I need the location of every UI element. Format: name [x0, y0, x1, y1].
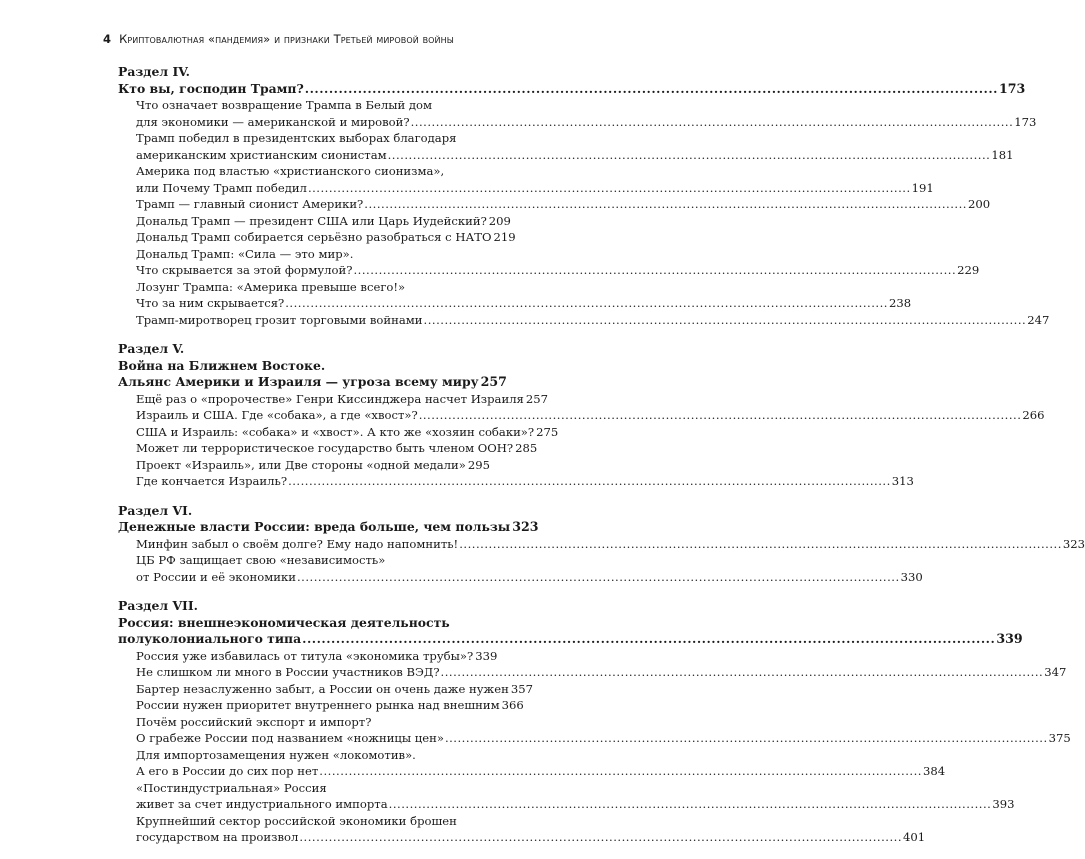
entry-line [136, 697, 490, 714]
entry-line [136, 536, 490, 553]
entry-line-text: О грабеже России под названием «ножницы цен» [136, 730, 444, 747]
toc-entry[interactable] [118, 552, 490, 585]
page-ref: 191 [912, 180, 934, 197]
page-ref: 229 [957, 262, 979, 279]
toc-entry[interactable] [118, 424, 490, 441]
entry-line-text: Израиль и США. Где «собака», а где «хвост»? [136, 407, 418, 424]
entry-line-text: Может ли террористическое государство быть членом ООН? [136, 440, 513, 457]
entry-line-text: Проект «Израиль», или Две стороны «одной медали» [136, 457, 466, 474]
page-ref: 401 [903, 829, 925, 846]
page-ref: 375 [1049, 730, 1071, 747]
page-ref: 266 [1022, 407, 1044, 424]
page-ref: 181 [991, 147, 1013, 164]
entry-line [136, 796, 490, 813]
entry-line: Дональд Трамп: «Сила — это мир». [136, 246, 490, 263]
toc-entry[interactable] [118, 714, 490, 747]
toc-entry[interactable] [118, 163, 490, 196]
entry-line-text: американским христианским сионистам [136, 147, 387, 164]
page-ref: 173 [999, 81, 1025, 98]
section-label: Раздел IV. [118, 64, 490, 81]
entry-line [136, 180, 490, 197]
page-ref: 384 [923, 763, 945, 780]
dot-leader [302, 631, 995, 648]
entry-line: ЦБ РФ защищает свою «независимость» [136, 552, 490, 569]
table-of-contents [118, 64, 490, 859]
entry-line-text: А его в России до сих пор нет [136, 763, 318, 780]
page-ref: 238 [889, 295, 911, 312]
toc-entry[interactable] [118, 97, 490, 130]
entry-line-text: Россия уже избавилась от титула «экономика трубы»? [136, 648, 473, 665]
page-ref: 347 [1044, 664, 1066, 681]
page-ref: 313 [892, 473, 914, 490]
dot-leader [459, 536, 1062, 553]
entry-line [136, 473, 490, 490]
toc-entry[interactable] [118, 246, 490, 279]
entry-line [136, 391, 490, 408]
entry-line [136, 114, 490, 131]
section-title [118, 519, 490, 536]
page-ref: 200 [968, 196, 990, 213]
dot-leader [445, 730, 1048, 747]
dot-leader [419, 407, 1022, 424]
toc-section [118, 341, 490, 490]
toc-entry[interactable] [118, 747, 490, 780]
section-title-text: полуколониального типа [118, 631, 301, 648]
dot-leader [364, 196, 967, 213]
toc-entry[interactable] [118, 440, 490, 457]
page-ref: 330 [901, 569, 923, 586]
entry-line [136, 407, 490, 424]
page-ref: 219 [493, 229, 515, 246]
entry-line-text: для экономики — американской и мировой? [136, 114, 410, 131]
entry-line-text: Ещё раз о «пророчестве» Генри Киссинджера насчет Израиля [136, 391, 524, 408]
page-ref: 257 [526, 391, 548, 408]
entry-line: Для импортозамещения нужен «локомотив». [136, 747, 490, 764]
page-ref: 247 [1027, 312, 1049, 329]
dot-leader [353, 262, 956, 279]
page-ref: 257 [481, 374, 507, 391]
page-ref: 393 [992, 796, 1014, 813]
entry-line: Почём российский экспорт и импорт? [136, 714, 490, 731]
entry-line-text: Дональд Трамп — президент США или Царь Иудейский? [136, 213, 487, 230]
entry-line: «Постиндустриальная» Россия [136, 780, 490, 797]
entry-line [136, 457, 490, 474]
toc-entry[interactable] [118, 813, 490, 846]
dot-leader [388, 147, 991, 164]
toc-entry[interactable] [118, 697, 490, 714]
entry-line-text: Что скрывается за этой формулой? [136, 262, 352, 279]
entry-line-text: Что за ним скрывается? [136, 295, 284, 312]
section-title [118, 81, 490, 98]
entry-line [136, 312, 490, 329]
dot-leader [299, 829, 902, 846]
section-title [118, 631, 490, 648]
entry-line: Америка под властью «христианского сионизма», [136, 163, 490, 180]
page-ref: 295 [468, 457, 490, 474]
dot-leader [297, 569, 900, 586]
entry-line [136, 440, 490, 457]
entry-line [136, 229, 490, 246]
toc-entry[interactable] [118, 213, 490, 230]
section-title-text: Альянс Америки и Израиля — угроза всему миру [118, 374, 479, 391]
dot-leader [285, 295, 888, 312]
section-label: Раздел VI. [118, 503, 490, 520]
entry-line-text: Трамп-миротворец грозит торговыми войнами [136, 312, 423, 329]
toc-entry[interactable] [118, 229, 490, 246]
page-ref: 323 [512, 519, 538, 536]
page-ref: 339 [475, 648, 497, 665]
dot-leader [305, 81, 998, 98]
page-number: 4 [103, 32, 111, 46]
entry-line [136, 681, 490, 698]
section-title-text: Денежные власти России: вреда больше, чем пользы [118, 519, 510, 536]
toc-entry[interactable] [118, 780, 490, 813]
toc-entry[interactable] [118, 473, 490, 490]
dot-leader [441, 664, 1044, 681]
page-ref: 209 [489, 213, 511, 230]
toc-entry[interactable] [118, 681, 490, 698]
dot-leader [288, 473, 891, 490]
section-title: Война на Ближнем Востоке. [118, 358, 490, 375]
page-ref: 366 [502, 697, 524, 714]
entry-line [136, 262, 490, 279]
entry-line: Крупнейший сектор российской экономики брошен [136, 813, 490, 830]
section-label: Раздел VII. [118, 598, 490, 615]
toc-entry[interactable] [118, 457, 490, 474]
toc-entry[interactable] [118, 130, 490, 163]
entry-line: Что означает возвращение Трампа в Белый дом [136, 97, 490, 114]
section-title [118, 374, 490, 391]
toc-entry[interactable] [118, 648, 490, 665]
toc-entry[interactable] [118, 196, 490, 213]
entry-line-text: России нужен приоритет внутреннего рынка над внешним [136, 697, 500, 714]
entry-line: Лозунг Трампа: «Америка превыше всего!» [136, 279, 490, 296]
entry-line [136, 730, 490, 747]
entry-line-text: Не слишком ли много в России участников ВЭД? [136, 664, 440, 681]
entry-line-text: или Почему Трамп победил [136, 180, 307, 197]
dot-leader [308, 180, 911, 197]
running-header [103, 32, 454, 46]
entry-line-text: США и Израиль: «собака» и «хвост». А кто же «хозяин собаки»? [136, 424, 534, 441]
dot-leader [319, 763, 922, 780]
page-ref: 173 [1014, 114, 1036, 131]
entry-line [136, 763, 490, 780]
entry-line-text: Трамп — главный сионист Америки? [136, 196, 363, 213]
entry-line [136, 196, 490, 213]
toc-section [118, 503, 490, 586]
dot-leader [424, 312, 1027, 329]
entry-line [136, 295, 490, 312]
dot-leader [389, 796, 992, 813]
entry-line [136, 829, 490, 846]
toc-entry[interactable] [118, 279, 490, 312]
entry-line-text: Бартер незаслуженно забыт, а России он очень даже нужен [136, 681, 509, 698]
toc-entry[interactable] [118, 407, 490, 424]
page-ref: 339 [996, 631, 1022, 648]
entry-line [136, 424, 490, 441]
section-label: Раздел V. [118, 341, 490, 358]
toc-entry[interactable] [118, 664, 490, 681]
entry-line [136, 147, 490, 164]
toc-entry[interactable] [118, 312, 490, 329]
page-ref: 357 [511, 681, 533, 698]
toc-entry[interactable] [118, 536, 490, 553]
entry-line-text: живет за счет индустриального импорта [136, 796, 388, 813]
entry-line [136, 569, 490, 586]
entry-line-text: от России и её экономики [136, 569, 296, 586]
toc-entry[interactable] [118, 391, 490, 408]
section-title: Россия: внешнеэкономическая деятельность [118, 615, 490, 632]
entry-line-text: государством на произвол [136, 829, 298, 846]
entry-line-text: Дональд Трамп собирается серьёзно разобраться с НАТО [136, 229, 491, 246]
page-ref: 323 [1063, 536, 1085, 553]
running-title: Криптовалютная «пандемия» и признаки Третьей мировой войны [119, 32, 454, 46]
entry-line [136, 213, 490, 230]
toc-section [118, 64, 490, 328]
page-ref: 285 [515, 440, 537, 457]
page-ref: 275 [536, 424, 558, 441]
toc-section [118, 598, 490, 846]
entry-line-text: Где кончается Израиль? [136, 473, 287, 490]
entry-line [136, 664, 490, 681]
dot-leader [411, 114, 1014, 131]
entry-line [136, 648, 490, 665]
section-title-text: Кто вы, господин Трамп? [118, 81, 304, 98]
entry-line: Трамп победил в президентских выборах благодаря [136, 130, 490, 147]
entry-line-text: Минфин забыл о своём долге? Ему надо напомнить! [136, 536, 458, 553]
